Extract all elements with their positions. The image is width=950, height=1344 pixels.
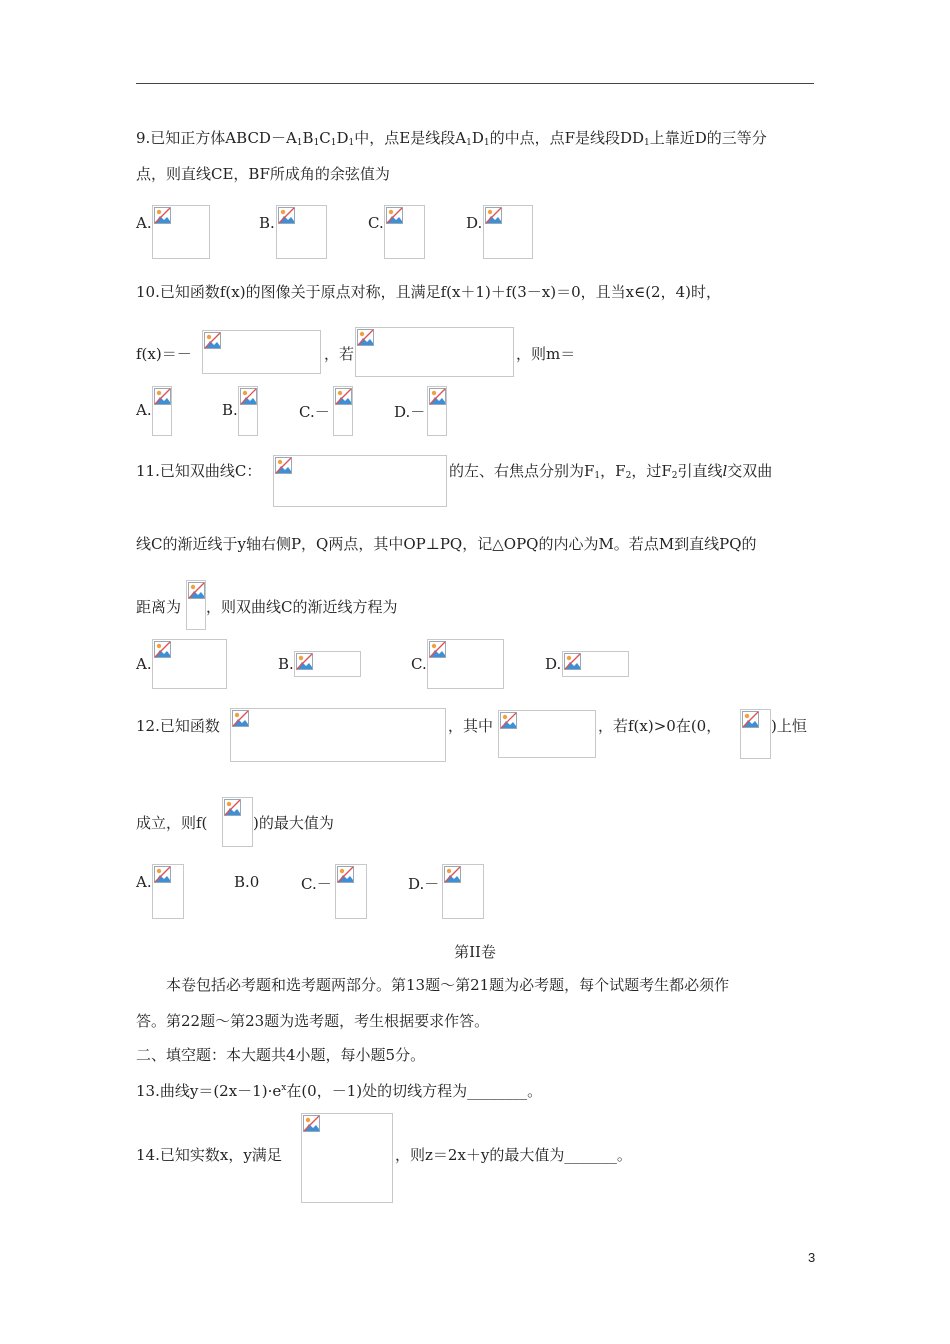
broken-image-icon <box>429 388 446 405</box>
q11-distance-image <box>186 580 206 630</box>
broken-image-icon <box>742 711 759 728</box>
q14-rest: ，则z＝2x＋y的最大值为_______。 <box>395 1146 632 1164</box>
broken-image-icon <box>204 332 221 349</box>
q10-option-b-image <box>238 386 258 436</box>
q10-fx: f(x)＝－ <box>136 345 192 363</box>
broken-image-icon <box>335 388 352 405</box>
broken-image-icon <box>357 329 374 346</box>
q12-condition: ，若f(x)>0在(0， <box>598 717 722 735</box>
q9-option-a-image <box>152 205 210 259</box>
q13-line: 13.曲线$y=(2x-1)\cdot e^x$在(0，－1)处的切线方程为________。 <box>136 1082 543 1100</box>
q12-where-image <box>498 710 596 758</box>
broken-image-icon <box>386 207 403 224</box>
q12-line2-a: 成立，则f( <box>136 814 208 832</box>
q11-line2: 线C的渐近线于y轴右侧P，Q两点，其中OP⊥PQ，记△OPQ的内心为M。若点M到直线PQ的 <box>136 535 757 553</box>
q12-arg-image <box>222 797 253 847</box>
q11-option-b-image <box>294 651 361 677</box>
q9-option-b-image <box>276 205 327 259</box>
q10-then-m: ，则m＝ <box>516 345 576 363</box>
q12-line1-end: )上恒 <box>771 717 807 735</box>
broken-image-icon <box>232 710 249 727</box>
broken-image-icon <box>296 653 313 670</box>
q9-option-c-image <box>384 205 425 259</box>
section-fill-in-blank: 二、填空题：本大题共4小题，每小题5分。 <box>136 1046 426 1064</box>
q10-option-a-image <box>152 386 172 436</box>
q11-option-d: D. <box>545 655 562 673</box>
broken-image-icon <box>240 388 257 405</box>
q14-constraints-image <box>301 1113 393 1203</box>
q9-option-c: C. <box>368 214 384 232</box>
q9-option-b: B. <box>259 214 275 232</box>
q11-intro: 11.已知双曲线C： <box>136 462 262 480</box>
q10-if: ，若 <box>324 345 355 363</box>
q10-fx-image <box>202 330 321 374</box>
broken-image-icon <box>429 641 446 658</box>
q9-option-d-image <box>483 205 533 259</box>
q10-option-d: D.－ <box>394 403 426 421</box>
q12-intro: 12.已知函数 <box>136 717 220 735</box>
q11-line3-rest: ，则双曲线C的渐近线方程为 <box>206 598 398 616</box>
q10-option-c-image <box>333 386 353 436</box>
broken-image-icon <box>337 866 354 883</box>
q12-option-a-image <box>152 864 184 919</box>
q12-option-c-image <box>335 864 367 919</box>
page-number: 3 <box>808 1250 816 1265</box>
q11-line1-rest: 的左、右焦点分别为$F_1$，$F_2$，过$F_2$引直线l交双曲 <box>449 462 773 481</box>
q12-where: ，其中 <box>448 717 494 735</box>
q9-option-a: A. <box>136 214 152 232</box>
q11-option-b: B. <box>278 655 294 673</box>
q9-line2: 点，则直线CE，BF所成角的余弦值为 <box>136 165 390 183</box>
q9-option-d: D. <box>466 214 483 232</box>
broken-image-icon <box>564 653 581 670</box>
q14-intro: 14.已知实数x，y满足 <box>136 1146 282 1164</box>
broken-image-icon <box>278 207 295 224</box>
q11-option-a: A. <box>136 655 152 673</box>
q11-option-a-image <box>152 639 227 689</box>
q10-option-a: A. <box>136 401 152 419</box>
q12-function-image <box>230 708 446 762</box>
q10-condition-image <box>355 327 514 377</box>
q12-option-c: C.－ <box>301 875 332 893</box>
q12-option-d: D.－ <box>408 875 440 893</box>
broken-image-icon <box>485 207 502 224</box>
q12-option-d-image <box>442 864 484 919</box>
broken-image-icon <box>303 1115 320 1132</box>
part2-intro-line1: 本卷包括必考题和选考题两部分。第13题～第21题为必考题，每个试题考生都必须作 <box>166 976 730 994</box>
q11-distance: 距离为 <box>136 598 182 616</box>
q11-option-c-image <box>427 639 504 689</box>
q11-hyperbola-image <box>273 455 447 507</box>
q11-option-d-image <box>562 651 629 677</box>
q12-line2-b: )的最大值为 <box>253 814 334 832</box>
q10-option-c: C.－ <box>299 403 330 421</box>
broken-image-icon <box>444 866 461 883</box>
q9-line1: 9.已知正方体$ABCD-A_1B_1C_1D_1$中，点E是线段$A_1D_1$的中点，点F是线段$DD_1$上靠近D的三等分 <box>136 129 767 148</box>
header-rule <box>136 83 814 84</box>
q10-line1: 10.已知函数f(x)的图像关于原点对称，且满足f(x＋1)＋f(3－x)＝0，且当x∈(2，4)时， <box>136 283 721 301</box>
q11-option-c: C. <box>411 655 427 673</box>
q10-option-d-image <box>427 386 447 436</box>
q10-option-b: B. <box>222 401 238 419</box>
broken-image-icon <box>154 866 171 883</box>
broken-image-icon <box>154 641 171 658</box>
q12-option-a: A. <box>136 873 152 891</box>
q12-option-b: B.0 <box>234 873 260 891</box>
part2-intro-line2: 答。第22题～第23题为选考题，考生根据要求作答。 <box>136 1012 490 1030</box>
broken-image-icon <box>154 207 171 224</box>
broken-image-icon <box>154 388 171 405</box>
broken-image-icon <box>188 582 205 599</box>
q12-interval-image <box>740 709 771 759</box>
broken-image-icon <box>275 457 292 474</box>
broken-image-icon <box>500 712 517 729</box>
part2-title: 第II卷 <box>454 943 496 961</box>
broken-image-icon <box>224 799 241 816</box>
